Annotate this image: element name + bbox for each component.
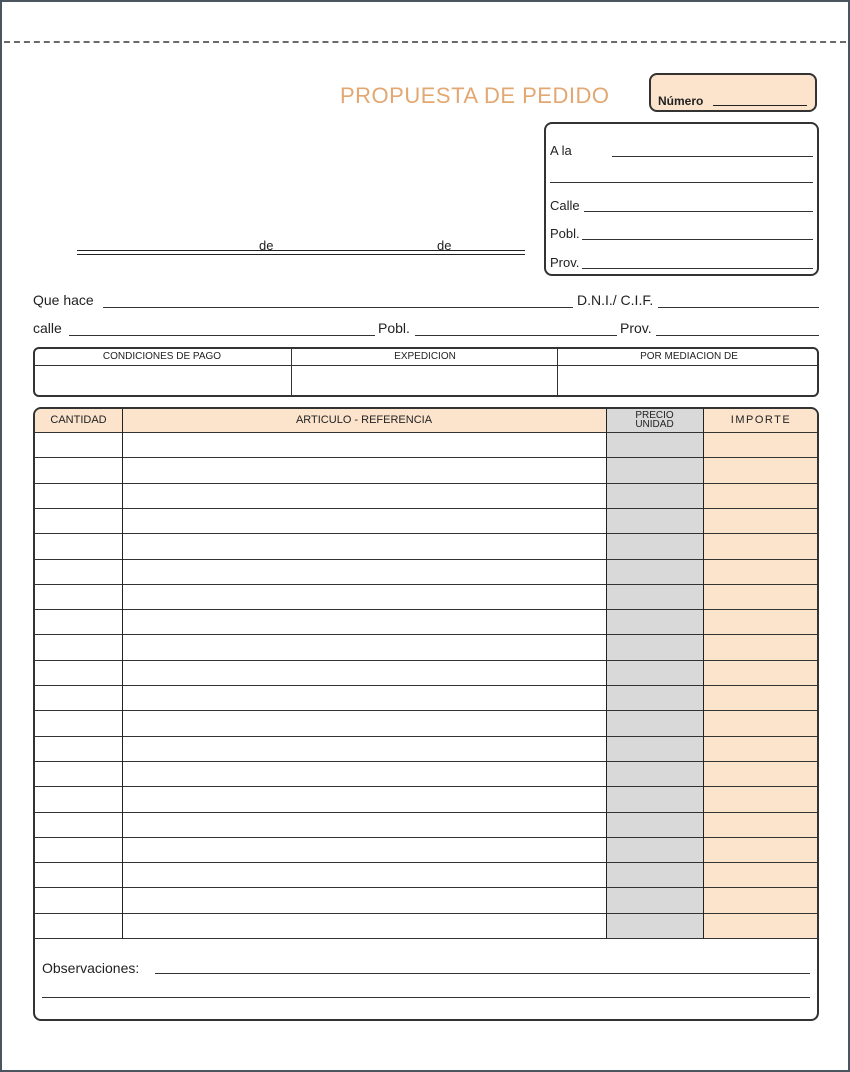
table-row-line bbox=[35, 736, 817, 737]
table-row-line bbox=[35, 483, 817, 484]
recipient-calle-row bbox=[550, 198, 813, 218]
precio-column-bg bbox=[606, 409, 703, 939]
recipient-pobl-row bbox=[550, 226, 813, 246]
recipient-box bbox=[544, 122, 819, 276]
table-row-line bbox=[35, 559, 817, 560]
recipient-a-la-label: A la bbox=[550, 143, 572, 158]
precio-header bbox=[606, 409, 703, 434]
numero-label: Número bbox=[658, 94, 704, 108]
perforation-line bbox=[4, 41, 846, 43]
date-underline-double bbox=[77, 254, 525, 255]
prov-field[interactable] bbox=[656, 335, 819, 336]
sender-row-1 bbox=[33, 292, 819, 312]
table-row-line bbox=[35, 812, 817, 813]
recipient-prov-row bbox=[550, 255, 813, 275]
observaciones-field-1[interactable] bbox=[155, 973, 810, 974]
importe-header: IMPORTE bbox=[730, 414, 792, 426]
observaciones-field-2[interactable] bbox=[42, 997, 810, 998]
table-row-line bbox=[35, 660, 817, 661]
calle-field[interactable] bbox=[69, 335, 375, 336]
date-de-1: de bbox=[259, 238, 274, 253]
table-row-line bbox=[35, 862, 817, 863]
precio-header-line2: UNIDAD bbox=[635, 419, 674, 430]
recipient-prov-field[interactable] bbox=[582, 268, 813, 269]
numero-field[interactable] bbox=[713, 105, 807, 106]
observaciones-label: Observaciones: bbox=[42, 960, 140, 976]
col-divider-1 bbox=[122, 409, 123, 939]
recipient-extra-field[interactable] bbox=[550, 182, 813, 183]
table-row-line bbox=[35, 837, 817, 838]
recipient-extra-row bbox=[550, 169, 813, 189]
date-de-2: de bbox=[437, 238, 452, 253]
pobl-field[interactable] bbox=[415, 335, 617, 336]
articulo-header: ARTICULO - REFERENCIA bbox=[295, 414, 433, 426]
table-row-line bbox=[35, 710, 817, 711]
condiciones-pago-label: CONDICIONES DE PAGO bbox=[102, 351, 222, 362]
table-row-line bbox=[35, 913, 817, 914]
table-row-line bbox=[35, 761, 817, 762]
calle-label: calle bbox=[33, 320, 62, 336]
items-table bbox=[33, 407, 819, 1021]
recipient-pobl-field[interactable] bbox=[582, 239, 813, 240]
date-line[interactable] bbox=[77, 236, 525, 256]
table-row-line bbox=[35, 887, 817, 888]
sender-row-2 bbox=[33, 320, 819, 340]
precio-header-line1: PRECIO bbox=[635, 410, 674, 421]
table-row-line bbox=[35, 533, 817, 534]
importe-column-bg bbox=[703, 409, 819, 939]
que-hace-label: Que hace bbox=[33, 292, 94, 308]
recipient-pobl-label: Pobl. bbox=[550, 226, 580, 241]
expedicion-cell[interactable] bbox=[291, 349, 558, 395]
table-row-line bbox=[35, 432, 817, 433]
table-row-line bbox=[35, 457, 817, 458]
cantidad-header: CANTIDAD bbox=[50, 414, 107, 426]
recipient-calle-field[interactable] bbox=[584, 211, 813, 212]
numero-box bbox=[649, 73, 817, 112]
table-row-line bbox=[35, 634, 817, 635]
que-hace-field[interactable] bbox=[103, 307, 573, 308]
col-divider-3 bbox=[703, 409, 704, 939]
conditions-box bbox=[33, 347, 819, 397]
dni-label: D.N.I./ C.I.F. bbox=[577, 292, 654, 308]
table-row-line bbox=[35, 609, 817, 610]
pobl-label: Pobl. bbox=[378, 320, 410, 336]
condiciones-pago-cell[interactable] bbox=[34, 349, 290, 395]
prov-label: Prov. bbox=[620, 320, 652, 336]
table-row-line bbox=[35, 938, 817, 939]
expedicion-label: EXPEDICION bbox=[394, 351, 456, 362]
dni-field[interactable] bbox=[658, 307, 819, 308]
date-underline bbox=[77, 250, 525, 251]
mediacion-cell[interactable] bbox=[557, 349, 819, 395]
table-row-line bbox=[35, 685, 817, 686]
recipient-a-la-field[interactable] bbox=[612, 156, 813, 157]
table-row-line bbox=[35, 584, 817, 585]
table-row-line bbox=[35, 508, 817, 509]
mediacion-label: POR MEDIACION DE bbox=[640, 351, 738, 362]
recipient-calle-label: Calle bbox=[550, 198, 580, 213]
table-row-line bbox=[35, 786, 817, 787]
recipient-a-la-row bbox=[550, 143, 813, 163]
recipient-prov-label: Prov. bbox=[550, 255, 580, 270]
col-divider-2 bbox=[606, 409, 607, 939]
form-title: PROPUESTA DE PEDIDO bbox=[340, 83, 610, 108]
